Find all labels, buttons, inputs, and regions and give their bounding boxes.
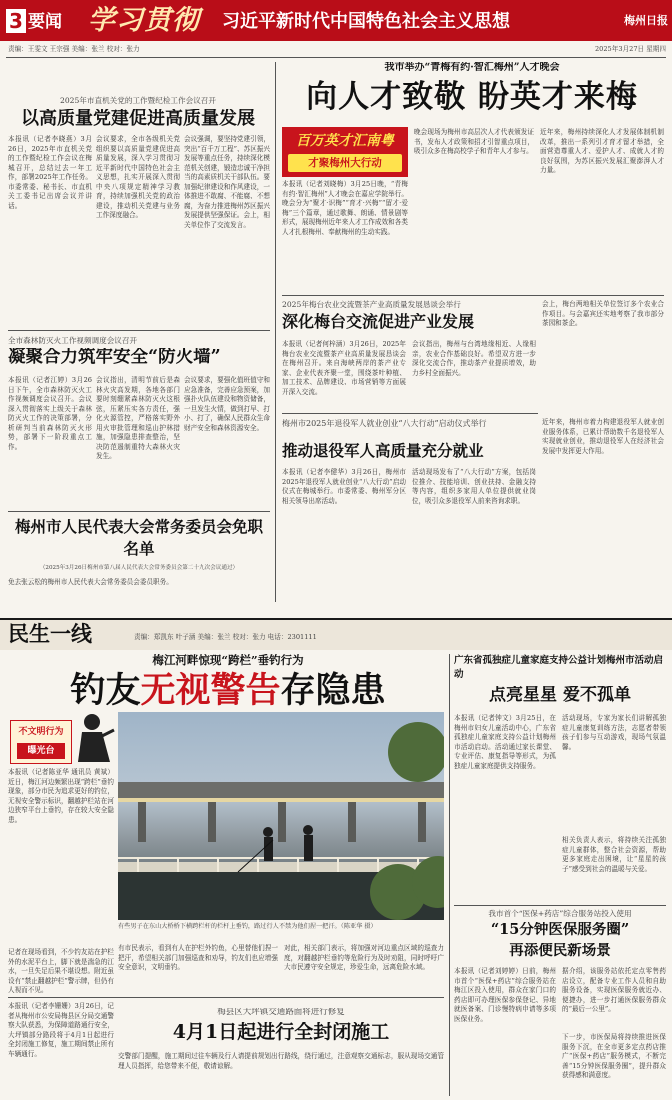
a7-title: [8, 670, 448, 712]
a3-title: 梅州市人民代表大会常务委员会免职名单: [14, 517, 263, 558]
a7-title-warning: 无视警告: [140, 670, 281, 711]
a4-a5-divider: [282, 295, 664, 296]
a10-body-left: 本报讯（记者李姗姗）3月26日，记者从梅州市公安局梅县区分局交通警察大队获悉，为保障道路通行安全，大坪镇部分路段将于4月1日起进行全封闭施工修复，施工期间禁止所有车辆通行。: [8, 1002, 114, 1058]
section-label: 要闻: [28, 12, 62, 32]
a6-body-col1: 本报讯（记者李健华）3月26日，梅州市2025年退役军人就业创业“八大行动”启动仪式在梅城举行。市委常委、梅州军分区相关领导出席活动。: [282, 468, 406, 505]
a7-a10-divider: [8, 997, 444, 998]
a5-body-col3: 会上，梅台两地相关单位签订多个农业合作项目。与会嘉宾还实地考察了我市部分茶园和茶企。: [542, 300, 664, 327]
a9-body-col1: 本报讯（记者刘婷婷）日前，梅州市首个“医保+药店”综合服务站在梅江区投入使用，群众在家门口的药店即可办理医保参保登记、异地就医备案、门诊慢特病申请等多项医保业务。: [454, 967, 556, 1023]
a7-river-photo: [118, 712, 444, 920]
a7-photo-caption: 有些男子在东山大桥桥下横跨栏杆的栏杆上垂钓，路过行人不禁为他们捏一把汗。（陈亚华 摄）: [118, 923, 377, 930]
editors-line: 责编：王雯文 王宗强 美编：张兰 校对：张力: [8, 45, 140, 53]
a10-body-right: 交警部门提醒，施工期间过往车辆及行人请提前规划出行路线，绕行通过，注意观察交通标志，服从现场交通管理人员指挥，给您带来不便，敬请谅解。: [118, 1052, 444, 1070]
a6-body-col2: 活动现场发布了“八大行动”方案，包括岗位推介、技能培训、创业扶持、金融支持等内容，组织多家用人单位提供就业岗位，吸引众多退役军人前来咨询求职。: [412, 468, 536, 505]
a7-body-col4: 对此，相关部门表示，将加强对河边重点区域的巡查力度，对翻越护栏垂钓等危险行为及时劝阻，同时呼吁广大市民遵守安全规定，珍爱生命，远离危险水域。: [284, 944, 444, 971]
a4-talent-badge: [282, 127, 408, 177]
a3-note: （2025年3月26日梅州市第八届人民代表大会常务委员会第二十九次会议通过）: [39, 565, 239, 571]
a8-kicker: 广东省孤独症儿童家庭支持公益计划梅州市活动启动: [454, 655, 664, 680]
a5-kicker: 2025年梅台农业交流暨茶产业高质量发展恳谈会举行: [282, 300, 461, 309]
a9-body-col2: 据介绍，该服务站依托定点零售药店设立，配备专业工作人员和自助服务设备，实现医保服务就近办、便捷办，进一步打通医保服务群众的“最后一公里”。: [562, 967, 666, 1013]
a2-a3-divider: [8, 511, 270, 512]
a3-body: 免去张云松的梅州市人民代表大会常务委员会委员职务。: [8, 578, 173, 586]
a6-title: 推动退役军人高质量充分就业: [282, 442, 484, 460]
a9-kicker: 我市首个“医保+药店”综合服务站投入使用: [488, 909, 632, 918]
a4-body-col3: 近年来，梅州持续深化人才发展体制机制改革，推出一系列引才育才留才举措，全面营造尊重人才、爱护人才、成就人才的良好氛围，为苏区振兴发展汇聚澎湃人才力量。: [540, 128, 664, 174]
top-column-divider: [275, 62, 276, 602]
a1-body-col3: 会议强调，要坚持党建引领，突出“百千万工程”、苏区振兴发展等重点任务，持续深化模范机关创建，锻造忠诚干净担当的高素质机关干部队伍。要加强纪律建设和作风建设，一体推进不敢腐、不能腐、不想腐，为奋力推进梅州苏区振兴发展提供坚强保证。会上，相关单位作了交流发言。: [184, 135, 270, 229]
a8-title: 点亮星星 爱不孤单: [489, 686, 631, 705]
a5-body-col2: 会议指出，梅州与台湾地缘相近、人缘相亲，农业合作基础良好。希望双方进一步深化交流合作，推动茶产业提质增效，助力乡村全面振兴。: [412, 340, 536, 377]
a2-body-col3: 会议要求，要强化值班值守和应急准备，完善应急预案，加强扑火队伍建设和物资储备，一旦发生火情，做到打早、打小、打了，确保人民群众生命财产安全和森林资源安全。: [184, 376, 270, 432]
a4-kicker: 我市举办“青梅有约·智汇梅州”人才晚会: [384, 62, 560, 73]
a5-a6-divider: [282, 413, 538, 414]
a4-body-col1: 本报讯（记者刘晓梅）3月25日晚，“青梅有约·智汇梅州”人才晚会在嘉应学院举行。晚会分为“聚才·识梅”“育才·兴梅”“留才·爱梅”三个篇章，通过歌舞、朗诵、情景剧等形式，展现梅州近年来人才工作成效和各类人才扎根梅州、奉献梅州的生动实践。: [282, 180, 408, 236]
a2-body-col1: 本报讯（记者江婷）3月26日下午，全市森林防灭火工作视频调度会议召开。会议深入贯彻落实上级关于森林防灭火工作的决策部署，分析研判当前森林防灭火形势，部署下一阶段重点工作。: [8, 376, 92, 451]
section2-title: 民生一线: [8, 621, 92, 646]
a7-tag-line2: 曝光台: [17, 743, 65, 759]
header-rule: [6, 57, 666, 58]
a5-body-col1: 本报讯（记者何梓涵）3月26日，2025年梅台农业交流暨茶产业高质量发展恳谈会在梅州召开。来自海峡两岸的茶产业专家、企业代表齐聚一堂，围绕茶叶种植、加工技术、品牌建设、市场营销等方面展开深入交流。: [282, 340, 406, 396]
a10-title: 4月1日起进行全封闭施工: [172, 1022, 390, 1043]
a7-kicker: 梅江河畔惊现“跨栏”垂钓行为: [152, 654, 304, 667]
a8-body-col3: 相关负责人表示，将持续关注孤独症儿童群体，整合社会资源，帮助更多家庭走出困境，让“星星的孩子”感受到社会的温暖与关爱。: [562, 836, 666, 873]
a8-body-col2: 活动现场，专家为家长们讲解孤独症儿童康复训练方法，志愿者带领孩子们参与互动游戏，现场气氛温馨。: [562, 714, 666, 751]
a7-exposure-tag: [10, 720, 72, 764]
a6-kicker: 梅州市2025年退役军人就业创业“八大行动”启动仪式举行: [282, 419, 487, 428]
a10-kicker: 梅县区大坪镇交通路面将进行修复: [217, 1008, 345, 1017]
a7-title-part1: 钓友: [70, 670, 141, 711]
a9-title-line2: 再添便民新场景: [509, 943, 611, 959]
a2-kicker: 全市森林防灭火工作视频调度会议召开: [8, 336, 138, 345]
a4-badge-line1: 百万英才汇南粤: [296, 133, 394, 149]
calligraphy-title: 学习贯彻: [88, 5, 200, 36]
a4-body-col2: 晚会现场为梅州市高层次人才代表颁发证书，发布人才政策和招才引智重点项目，吸引众多在梅高校学子和青年人才参与。: [414, 128, 534, 155]
a5-title: 深化梅台交流促进产业发展: [282, 313, 475, 331]
newspaper-masthead: 梅州日报: [624, 14, 668, 27]
bottom-column-divider: [449, 654, 450, 1096]
a1-title: 以高质量党建促进高质量发展: [21, 109, 255, 129]
banner-title: 习近平新时代中国特色社会主义思想: [222, 11, 510, 32]
a4-title: 向人才致敬 盼英才来梅: [306, 80, 638, 115]
section2-editors: 责编：郑凯东 叶子涵 美编：张兰 校对：张力 电话：2301111: [134, 633, 317, 641]
a4-badge-line2: 才聚梅州大行动: [288, 154, 402, 172]
a7-body-col3: 有市民表示，看到有人在护栏外钓鱼，心里替他们捏一把汗，希望相关部门加强巡查和劝导，钓友们也应增强安全意识，文明垂钓。: [118, 944, 278, 971]
a1-body-col2: 会议要求，全市各级机关党组织要以高质量党建促进高质量发展，深入学习贯彻习近平新时代中国特色社会主义思想，扎实开展深入贯彻中央八项规定精神学习教育，持续加强机关党的政治建设，推动机关党建与业务工作深度融合。: [96, 135, 180, 219]
a6-body-col3: 近年来，梅州市着力构建退役军人就业创业服务体系，已累计帮助数千名退役军人实现就业创业，推动退役军人在经济社会发展中发挥更大作用。: [542, 418, 664, 455]
a1-kicker: 2025年市直机关党的工作暨纪检工作会议召开: [59, 96, 216, 105]
a7-body-col1: 本报讯（记者陈亚华 通讯员 黄斌）近日，梅江河边频繁出现“跨栏”垂钓现象，部分市民为追求更好的钓位，无视安全警示标识，翻越护栏站在河边狭窄平台上垂钓，存在较大安全隐患。: [8, 768, 114, 824]
a8-body-col1: 本报讯（记者钟文）3月25日，在梅州市妇女儿童活动中心，广东省孤独症儿童家庭支持公益计划梅州市活动启动。活动通过家长课堂、专业评估、康复指导等形式，为孤独症儿童家庭提供支持服务。: [454, 714, 556, 770]
a9-title-line1: “15分钟医保服务圈”: [490, 922, 630, 938]
a7-silhouette-icon: [74, 712, 116, 768]
a2-body-col2: 会议指出，清明节前后是森林火灾高发期，各地各部门要时刻绷紧森林防灭火这根弦，压紧压实各方责任，强化火源管控，严格落实野外用火审批管理和巡山护林措施，加强隐患排查整治，坚决防范遏制重特大森林火灾发生。: [96, 376, 180, 460]
a7-body-col2: 记者在现场看到，不少钓友站在护栏外的水泥平台上，脚下就是湍急的江水，一旦失足后果不堪设想。附近虽设有“禁止翻越护栏”警示牌，但仍有人视而不见。: [8, 948, 114, 994]
a8-a9-divider: [454, 905, 666, 906]
a1-a2-divider: [8, 330, 270, 331]
a9-body-col3: 下一步，市医保局将持续推进医保服务下沉，在全市更多定点药店推广“医保+药店”服务模式，不断完善“15分钟医保服务圈”，提升群众获得感和满意度。: [562, 1033, 666, 1079]
a7-tag-line1: 不文明行为: [18, 727, 64, 737]
a7-title-part3: 存隐患: [280, 670, 386, 711]
issue-date: 2025年3月27日 星期四: [594, 45, 666, 53]
page-number: 3: [6, 9, 26, 33]
a1-body-col1: 本报讯（记者李晓燕）3月26日，2025年市直机关党的工作暨纪检工作会议在梅城召开，总结过去一年工作，部署2025年工作任务。市委常委、秘书长、市直机关工委书记出席会议并讲话。: [8, 135, 92, 210]
a2-title: 凝聚合力筑牢安全“防火墙”: [8, 348, 221, 367]
